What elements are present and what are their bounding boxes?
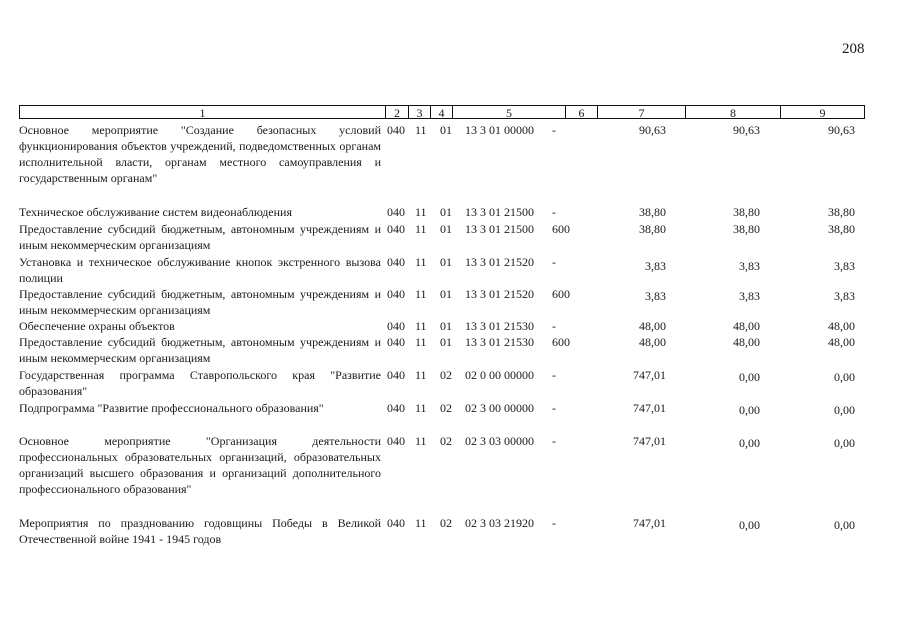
row-gl: 040 xyxy=(387,205,405,219)
row-value-col7: 90,63 xyxy=(639,123,666,137)
row-gl: 040 xyxy=(387,287,405,301)
row-description: Основное мероприятие "Организация деятельности профессиональных образовательных организаций, образовательных организаций высшего образования и организаций дополнительного профессионального образования" xyxy=(19,434,381,496)
row-value-col8: 0,00 xyxy=(739,403,760,417)
header-col-3: 3 xyxy=(408,105,430,119)
row-description: Техническое обслуживание систем видеонаблюдения xyxy=(19,205,292,219)
row-value-col9: 90,63 xyxy=(828,123,855,137)
row-gl: 040 xyxy=(387,255,405,269)
header-col-1: 1 xyxy=(19,105,385,119)
row-value-col9: 48,00 xyxy=(828,335,855,349)
row-value-col7: 747,01 xyxy=(633,401,666,415)
row-pr: 02 xyxy=(440,434,452,448)
row-value-col7: 747,01 xyxy=(633,368,666,382)
row-gl: 040 xyxy=(387,319,405,333)
row-rz: 11 xyxy=(415,319,427,333)
row-pr: 01 xyxy=(440,287,452,301)
row-value-col8: 38,80 xyxy=(733,205,760,219)
row-pr: 01 xyxy=(440,222,452,236)
row-value-col8: 48,00 xyxy=(733,335,760,349)
row-cs: 13 3 01 21520 xyxy=(465,255,534,269)
row-value-col7: 38,80 xyxy=(639,222,666,236)
row-gl: 040 xyxy=(387,401,405,415)
row-pr: 02 xyxy=(440,368,452,382)
row-pr: 01 xyxy=(440,335,452,349)
row-value-col9: 3,83 xyxy=(834,259,855,273)
header-col-9: 9 xyxy=(780,105,865,119)
table-header xyxy=(19,105,865,120)
row-description: Основное мероприятие "Создание безопасных условий функционирования объектов учреждений, подведомственных органам исполнительной власти, органам местного самоуправления и государственным органам" xyxy=(19,123,381,185)
row-value-col9: 0,00 xyxy=(834,370,855,384)
row-rz: 11 xyxy=(415,335,427,349)
row-vr: - xyxy=(552,123,556,137)
row-gl: 040 xyxy=(387,123,405,137)
row-cs: 02 3 00 00000 xyxy=(465,401,534,415)
row-description: Государственная программа Ставропольского края "Развитие образования" xyxy=(19,368,381,398)
row-pr: 01 xyxy=(440,255,452,269)
row-value-col9: 3,83 xyxy=(834,289,855,303)
row-vr: - xyxy=(552,516,556,530)
row-value-col8: 0,00 xyxy=(739,370,760,384)
row-description: Обеспечение охраны объектов xyxy=(19,319,175,333)
row-description: Подпрограмма "Развитие профессионального образования" xyxy=(19,401,324,415)
row-value-col7: 48,00 xyxy=(639,335,666,349)
row-rz: 11 xyxy=(415,205,427,219)
header-col-4: 4 xyxy=(430,105,452,119)
row-cs: 13 3 01 21500 xyxy=(465,222,534,236)
row-value-col9: 48,00 xyxy=(828,319,855,333)
row-vr: 600 xyxy=(552,335,570,349)
row-value-col9: 0,00 xyxy=(834,436,855,450)
row-value-col7: 48,00 xyxy=(639,319,666,333)
row-value-col9: 0,00 xyxy=(834,518,855,532)
row-cs: 13 3 01 21500 xyxy=(465,205,534,219)
header-col-5: 5 xyxy=(452,105,565,119)
row-pr: 01 xyxy=(440,319,452,333)
row-value-col8: 3,83 xyxy=(739,259,760,273)
row-value-col8: 90,63 xyxy=(733,123,760,137)
row-value-col8: 48,00 xyxy=(733,319,760,333)
row-pr: 01 xyxy=(440,123,452,137)
row-cs: 13 3 01 21520 xyxy=(465,287,534,301)
row-gl: 040 xyxy=(387,222,405,236)
row-description: Предоставление субсидий бюджетным, автономным учреждениям и иным некоммерческим организациям xyxy=(19,222,381,252)
row-vr: - xyxy=(552,434,556,448)
row-vr: - xyxy=(552,255,556,269)
row-cs: 13 3 01 21530 xyxy=(465,319,534,333)
row-rz: 11 xyxy=(415,222,427,236)
header-col-8: 8 xyxy=(685,105,780,119)
page-number: 208 xyxy=(842,41,865,57)
row-cs: 02 3 03 21920 xyxy=(465,516,534,530)
row-rz: 11 xyxy=(415,123,427,137)
row-description: Предоставление субсидий бюджетным, автономным учреждениям и иным некоммерческим организациям xyxy=(19,335,381,365)
header-col-2: 2 xyxy=(385,105,408,119)
row-value-col7: 747,01 xyxy=(633,434,666,448)
row-vr: - xyxy=(552,205,556,219)
row-value-col8: 38,80 xyxy=(733,222,760,236)
row-gl: 040 xyxy=(387,368,405,382)
row-rz: 11 xyxy=(415,434,427,448)
row-value-col7: 38,80 xyxy=(639,205,666,219)
row-gl: 040 xyxy=(387,335,405,349)
row-cs: 13 3 01 21530 xyxy=(465,335,534,349)
row-gl: 040 xyxy=(387,516,405,530)
row-rz: 11 xyxy=(415,287,427,301)
header-col-7: 7 xyxy=(597,105,685,119)
row-value-col7: 747,01 xyxy=(633,516,666,530)
row-rz: 11 xyxy=(415,401,427,415)
row-rz: 11 xyxy=(415,516,427,530)
row-value-col9: 38,80 xyxy=(828,222,855,236)
row-value-col8: 0,00 xyxy=(739,518,760,532)
row-vr: - xyxy=(552,319,556,333)
row-vr: - xyxy=(552,368,556,382)
row-vr: 600 xyxy=(552,287,570,301)
row-rz: 11 xyxy=(415,368,427,382)
row-value-col8: 0,00 xyxy=(739,436,760,450)
row-cs: 02 0 00 00000 xyxy=(465,368,534,382)
row-gl: 040 xyxy=(387,434,405,448)
row-pr: 01 xyxy=(440,205,452,219)
row-rz: 11 xyxy=(415,255,427,269)
row-cs: 02 3 03 00000 xyxy=(465,434,534,448)
row-pr: 02 xyxy=(440,401,452,415)
row-cs: 13 3 01 00000 xyxy=(465,123,534,137)
row-vr: - xyxy=(552,401,556,415)
row-pr: 02 xyxy=(440,516,452,530)
row-vr: 600 xyxy=(552,222,570,236)
header-col-6: 6 xyxy=(565,105,597,119)
row-description: Установка и техническое обслуживание кнопок экстренного вызова полиции xyxy=(19,255,381,285)
row-value-col7: 3,83 xyxy=(645,289,666,303)
row-description: Мероприятия по празднованию годовщины Победы в Великой Отечественной войне 1941 - 1945 годов xyxy=(19,516,381,546)
row-value-col9: 0,00 xyxy=(834,403,855,417)
row-value-col9: 38,80 xyxy=(828,205,855,219)
row-value-col8: 3,83 xyxy=(739,289,760,303)
row-description: Предоставление субсидий бюджетным, автономным учреждениям и иным некоммерческим организациям xyxy=(19,287,381,317)
row-value-col7: 3,83 xyxy=(645,259,666,273)
